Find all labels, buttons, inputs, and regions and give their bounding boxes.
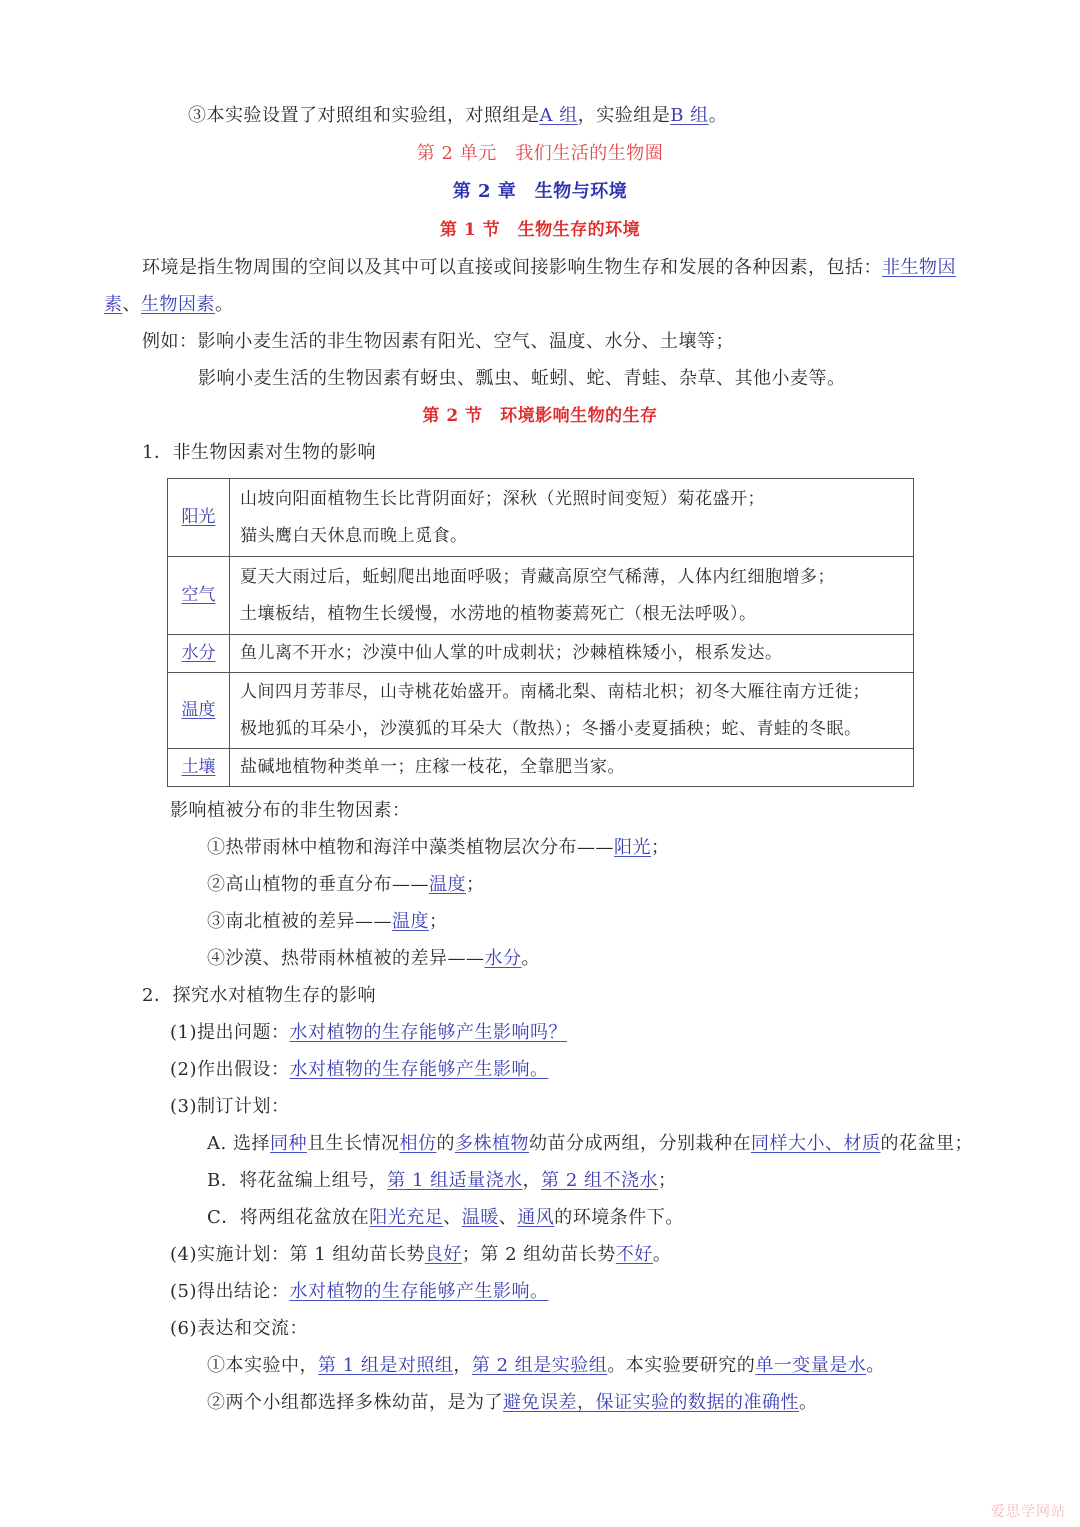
example-cell: [230, 557, 914, 635]
item-1-title: 1．非生物因素对生物的影响: [142, 442, 376, 463]
answer-abiotic-part2: 素: [104, 294, 123, 315]
plan-text: B．将花盆编上组号，: [207, 1170, 388, 1191]
control-group-statement: [188, 104, 727, 128]
example-line: 土壤板结，植物生长缓慢，水涝地的植物萎蔫死亡（根无法呼吸）。: [240, 603, 757, 624]
environment-definition-line1: [142, 256, 956, 280]
example-cell: [230, 673, 914, 749]
step-5-conclusion: [170, 1280, 549, 1304]
answer-similar: 相仿: [399, 1133, 437, 1154]
statement-text: ③本实验设置了对照组和实验组，对照组是: [188, 105, 540, 126]
abiotic-factors-table: [167, 478, 914, 787]
unit-heading: 第 2 单元 我们生活的生物圈: [416, 143, 664, 164]
factor-air: 空气: [181, 585, 216, 605]
item-2-title: 2．探究水对植物生存的影响: [142, 985, 376, 1006]
step-label: (5)得出结论：: [170, 1281, 290, 1302]
table-row: [168, 557, 914, 635]
plan-text: 的花盆里；: [880, 1133, 973, 1154]
punctuation: ，: [453, 1355, 472, 1376]
environment-definition-line2: [104, 293, 234, 317]
answer-single-variable: 单一变量是水: [755, 1355, 867, 1376]
answer-vegetation: 阳光: [614, 837, 651, 858]
factor-temperature: 温度: [181, 700, 216, 720]
plan-text: 且生长情况: [306, 1133, 400, 1154]
plan-text: 的环境条件下。: [554, 1207, 684, 1228]
answer-experiment-group: B 组: [670, 105, 709, 126]
table-row: [168, 749, 914, 787]
answer-same-species: 同种: [269, 1133, 307, 1154]
factor-water: 水分: [181, 643, 216, 663]
plan-item-a: [207, 1132, 973, 1156]
punctuation: 。: [521, 948, 540, 969]
plan-text: C．将两组花盆放在: [207, 1207, 370, 1228]
punctuation: ，: [522, 1170, 542, 1191]
answer-experiment-group-2: 第 2 组是实验组: [471, 1355, 608, 1376]
step-2-hypothesis: [170, 1058, 549, 1082]
step-text: (4)实施计划：第 1 组幼苗长势: [170, 1244, 425, 1265]
punctuation: 。: [652, 1244, 672, 1265]
vegetation-item: [207, 836, 670, 860]
answer-biotic: 生物因素: [141, 294, 215, 315]
example-line: 猫头鹰白天休息而晚上觅食。: [240, 525, 468, 546]
example-cell: [230, 749, 914, 787]
vegetation-text: ①热带雨林中植物和海洋中藻类植物层次分布——: [207, 837, 614, 858]
step-text: ；第 2 组幼苗长势: [461, 1244, 616, 1265]
chapter-heading: 第 2 章 生物与环境: [452, 181, 628, 202]
communication-item-1: [207, 1354, 885, 1378]
punctuation: 。: [799, 1392, 818, 1413]
vegetation-text: ③南北植被的差异——: [207, 911, 392, 932]
site-watermark: 爱思学网站: [991, 1504, 1066, 1520]
answer-hypothesis: 水对植物的生存能够产生影响。: [289, 1059, 549, 1080]
step-1-question: [170, 1021, 567, 1045]
vegetation-text: ②高山植物的垂直分布——: [207, 874, 429, 895]
plan-text: 幼苗分成两组，分别栽种在: [528, 1133, 751, 1154]
example-line: 人间四月芳菲尽，山寺桃花始盛开。南橘北梨、南桔北枳；初冬大雁往南方迁徙；: [240, 681, 870, 702]
punctuation: ；: [466, 874, 485, 895]
answer-question: 水对植物的生存能够产生影响吗？: [289, 1022, 567, 1043]
answer-control-group-1: 第 1 组是对照组: [318, 1355, 454, 1376]
vegetation-title: 影响植被分布的非生物因素：: [170, 800, 411, 821]
table-row: [168, 635, 914, 673]
example-biotic: 影响小麦生活的生物因素有蚜虫、瓢虫、蚯蚓、蛇、青蛙、杂草、其他小麦等。: [198, 368, 846, 389]
example-line: 夏天大雨过后，蚯蚓爬出地面呼吸；青藏高原空气稀薄，人体内红细胞增多；: [240, 566, 835, 587]
answer-vegetation: 温度: [392, 911, 429, 932]
definition-text: 环境是指生物周围的空间以及其中可以直接或间接影响生物生存和发展的各种因素，包括：: [142, 257, 882, 278]
communication-text: ②两个小组都选择多株幼苗，是为了: [207, 1392, 503, 1413]
answer-poor: 不好: [615, 1244, 653, 1265]
step-label: (2)作出假设：: [170, 1059, 290, 1080]
statement-text: ，实验组是: [577, 105, 671, 126]
plan-item-c: [207, 1206, 684, 1230]
communication-text: 。本实验要研究的: [607, 1355, 756, 1376]
answer-warm: 温暖: [461, 1207, 499, 1228]
example-line: 极地狐的耳朵小，沙漠狐的耳朵大（散热）；冬播小麦夏插秧；蛇、青蛙的冬眠。: [240, 718, 862, 739]
example-cell: [230, 635, 914, 673]
vegetation-item: [207, 910, 448, 934]
vegetation-item: [207, 873, 485, 897]
answer-multiple-plants: 多株植物: [454, 1133, 529, 1154]
punctuation: 、: [122, 294, 141, 315]
example-cell: [230, 479, 914, 557]
answer-group1-water: 第 1 组适量浇水: [387, 1170, 523, 1191]
punctuation: 。: [215, 294, 234, 315]
step-label: (1)提出问题：: [170, 1022, 290, 1043]
communication-text: ①本实验中，: [207, 1355, 318, 1376]
section-heading-2: 第 2 节 环境影响生物的生存: [422, 406, 658, 426]
example-line: 盐碱地植物种类单一；庄稼一枝花，全靠肥当家。: [240, 757, 625, 777]
table-row: [168, 673, 914, 749]
punctuation: 、: [443, 1207, 462, 1228]
section-heading-1: 第 1 节 生物生存的环境: [439, 220, 641, 240]
vegetation-text: ④沙漠、热带雨林植被的差异——: [207, 948, 485, 969]
punctuation: 。: [866, 1355, 885, 1376]
punctuation: 、: [498, 1207, 518, 1228]
answer-control-group: A 组: [539, 105, 578, 126]
answer-vegetation: 水分: [484, 948, 522, 969]
answer-abiotic-part1: 非生物因: [882, 257, 956, 278]
step-6-communication: (6)表达和交流：: [170, 1318, 308, 1339]
answer-vegetation: 温度: [429, 874, 466, 895]
example-line: 山坡向阳面植物生长比背阴面好；深秋（光照时间变短）菊花盛开；: [240, 488, 765, 509]
vegetation-item: [207, 947, 540, 971]
punctuation: ；: [651, 837, 670, 858]
factor-cell: [168, 479, 230, 557]
factor-soil: 土壤: [181, 757, 216, 777]
answer-ventilated: 通风: [517, 1207, 555, 1228]
punctuation: 。: [708, 105, 728, 126]
answer-sunlight: 阳光充足: [369, 1207, 444, 1228]
factor-cell: [168, 635, 230, 673]
punctuation: ；: [429, 911, 448, 932]
step-4-implement: [170, 1243, 671, 1267]
example-line: 鱼儿离不开水；沙漠中仙人掌的叶成刺状；沙棘植株矮小，根系发达。: [240, 643, 783, 663]
table-row: [168, 479, 914, 557]
answer-conclusion: 水对植物的生存能够产生影响。: [289, 1281, 549, 1302]
factor-cell: [168, 673, 230, 749]
factor-cell: [168, 749, 230, 787]
plan-text: A. 选择: [207, 1133, 270, 1154]
answer-group2-no-water: 第 2 组不浇水: [541, 1170, 659, 1191]
example-abiotic: 例如：影响小麦生活的非生物因素有阳光、空气、温度、水分、土壤等；: [142, 331, 734, 352]
factor-sunlight: 阳光: [181, 507, 216, 527]
plan-text: 的: [436, 1133, 455, 1154]
step-3-plan: (3)制订计划：: [170, 1096, 290, 1117]
communication-item-2: [207, 1391, 818, 1415]
answer-good: 良好: [424, 1244, 462, 1265]
answer-avoid-error: 避免误差，保证实验的数据的准确性: [503, 1392, 799, 1413]
plan-item-b: [207, 1169, 677, 1193]
factor-cell: [168, 557, 230, 635]
answer-same-pot: 同样大小、材质: [750, 1133, 881, 1154]
punctuation: ；: [658, 1170, 677, 1191]
